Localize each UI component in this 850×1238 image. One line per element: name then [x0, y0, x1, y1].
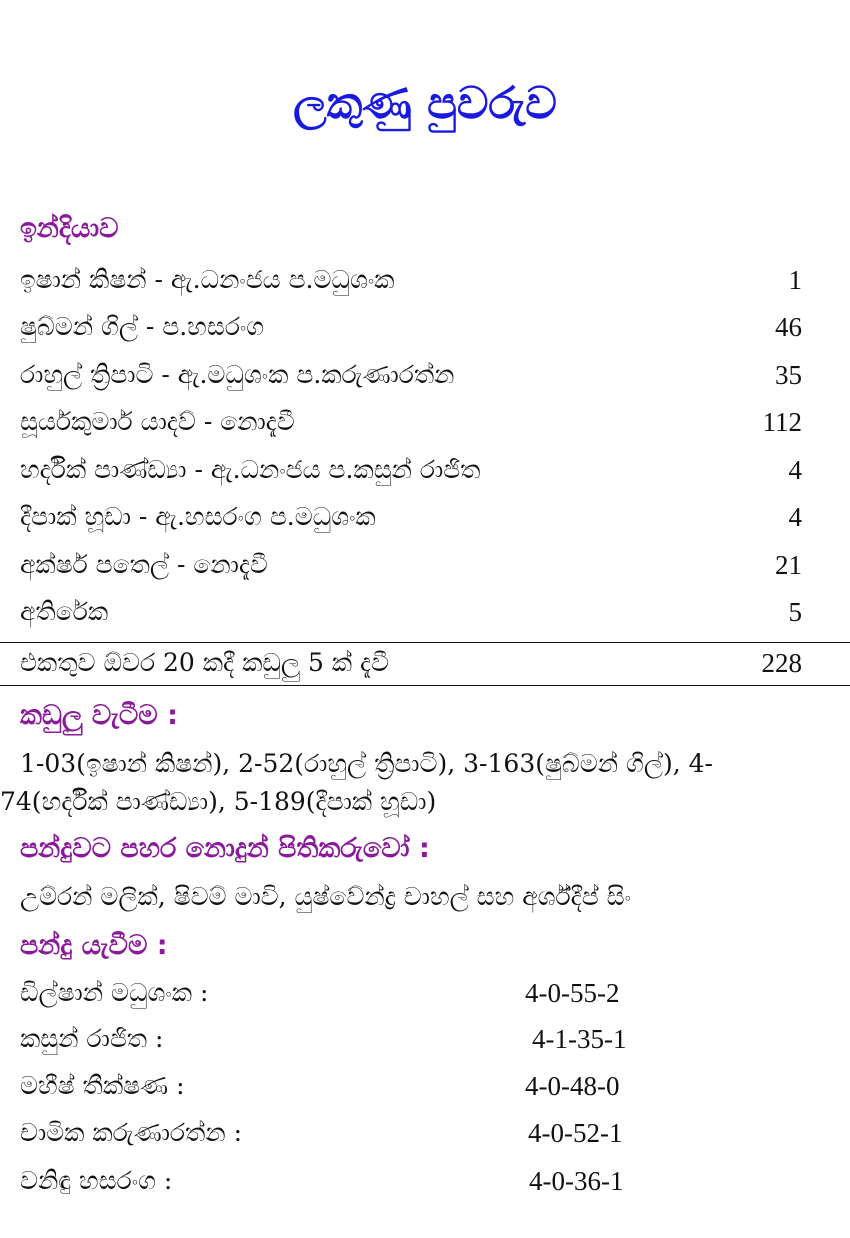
- bowler-figures: 4-0-55-2: [525, 978, 620, 1008]
- dnb-text: උම්රන් මලික්, ෂිවම් මාවි, යුෂ්වේන්ද්‍ර චාහල් සහ අර්ශ්දීප් සිං: [20, 882, 631, 911]
- bowler-name: මහීෂ් තීක්ෂණ :: [20, 1071, 185, 1100]
- bowler-name: චාමික කරුණාරත්න :: [20, 1118, 242, 1147]
- batting-row: [20, 452, 802, 488]
- batter-runs: 1: [788, 264, 802, 295]
- bowler-figures: 4-0-36-1: [529, 1166, 624, 1196]
- fow-line: 1-03(ඉෂාන් කිෂන්), 2-52(රාහුල් ත්‍රිපාටි), 3-163(ෂුබ්මන් ගිල්), 4-: [20, 749, 713, 778]
- batter-name: ඉෂාන් කිෂන් - ඇ.ධනංජය ප.මධුශංක: [20, 265, 395, 294]
- bowler-figures: 4-0-48-0: [525, 1071, 620, 1101]
- batting-row: [20, 547, 802, 583]
- batter-name: අක්ෂර් පතෙල් - නොදැවී: [20, 550, 268, 579]
- batting-row: [20, 262, 802, 298]
- batter-runs: 35: [775, 359, 802, 390]
- bowling-row: [20, 1024, 660, 1060]
- team-heading: ඉන්දියාව: [20, 213, 119, 244]
- page-title: ලකුණු පුවරුව: [293, 78, 557, 129]
- bowling-row: [20, 1071, 660, 1107]
- batter-runs: 46: [775, 311, 802, 342]
- total-runs: 228: [761, 647, 802, 678]
- bowler-name: කසුන් රාජිත :: [20, 1024, 164, 1053]
- batting-row: [20, 499, 802, 535]
- bowler-figures: 4-1-35-1: [532, 1024, 627, 1054]
- batter-runs: 4: [788, 454, 802, 485]
- batter-name: දීපාක් හූඩා - ඇ.හසරංග ප.මධුශංක: [20, 502, 376, 531]
- batter-name: හර්දික් පාණ්ඩ්‍යා - ඇ.ධනංජය ප.කසුන් රාජිත: [20, 455, 481, 484]
- batter-name: රාහුල් ත්‍රිපාටි - ඇ.මධුශංක ප.කරුණාරත්න: [20, 360, 455, 389]
- batting-row: [20, 309, 802, 345]
- dnb-heading: පන්දුවට පහර නොදුන් පිතිකරුවෝ :: [20, 833, 430, 864]
- extras-row: [20, 594, 802, 630]
- bowler-figures: 4-0-52-1: [528, 1118, 623, 1148]
- fow-heading: කඩුලු වැටීම :: [20, 700, 178, 731]
- extras-label: අතිරේක: [20, 597, 109, 626]
- batter-runs: 21: [775, 549, 802, 580]
- fow-text: [0, 745, 850, 821]
- bowler-name: වනිඳු හසරංග :: [20, 1166, 173, 1195]
- batting-row: [20, 404, 802, 440]
- batter-runs: 112: [762, 406, 802, 437]
- total-label: එකතුව ඕවර 20 කදී කඩුලු 5 ක් දැවී: [20, 648, 390, 677]
- batter-name: ෂුබ්මන් ගිල් - ප.හසරංග: [20, 312, 265, 341]
- extras-runs: 5: [788, 596, 802, 627]
- bowling-row: [20, 1166, 660, 1202]
- batter-runs: 4: [788, 501, 802, 532]
- bowler-name: ඩිල්ෂාන් මධුශංක :: [20, 978, 209, 1007]
- fow-line: 74(හර්දික් පාණ්ඩ්‍යා), 5-189(දීපාක් හූඩා): [0, 787, 437, 816]
- total-row: [20, 645, 802, 681]
- bowling-row: [20, 978, 660, 1014]
- batting-row: [20, 357, 802, 393]
- bowling-heading: පන්දු යැවීම :: [20, 930, 168, 961]
- bowling-row: [20, 1118, 660, 1154]
- batter-name: සූර්යකුමාර් යාදව් - නොදැවී: [20, 407, 295, 436]
